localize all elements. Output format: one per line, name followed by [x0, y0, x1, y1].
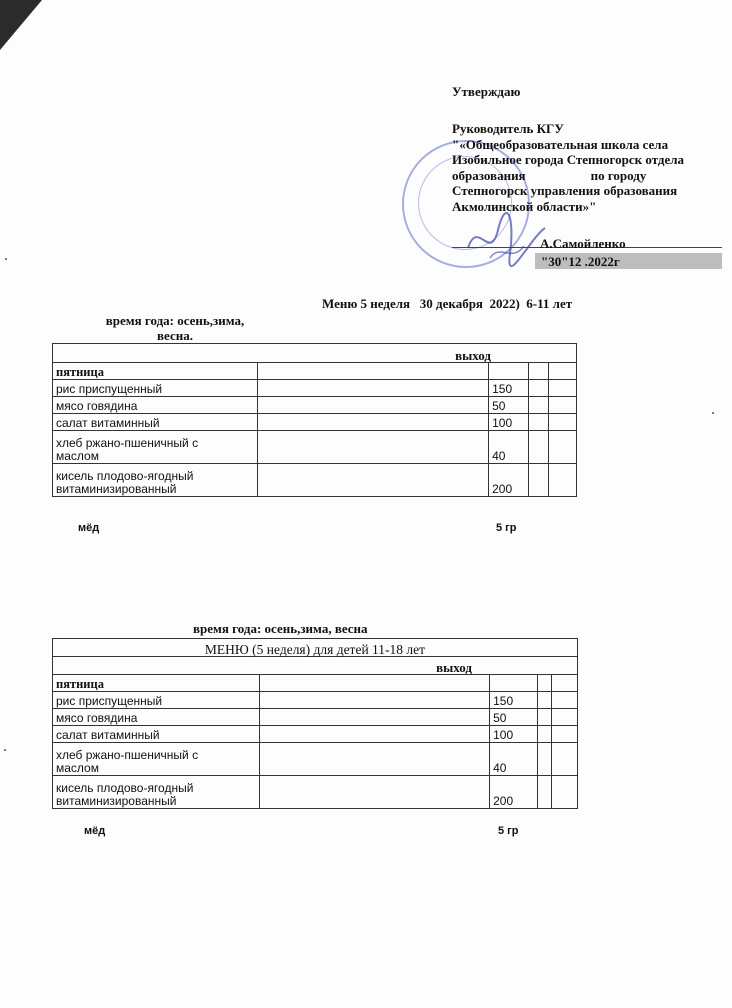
dish-name: хлеб ржано-пшеничный с маслом	[53, 743, 260, 776]
dish-output: 150	[490, 692, 538, 709]
scan-speck	[5, 258, 7, 260]
approval-heading: Утверждаю	[452, 84, 521, 99]
extra-item-name: мёд	[84, 825, 106, 837]
day-label: пятница	[53, 363, 258, 380]
dish-name: мясо говядина	[53, 709, 260, 726]
director-line: Степногорск управления образования	[452, 183, 678, 198]
scan-corner-shadow	[0, 0, 42, 50]
output-header: выход	[53, 657, 578, 675]
dish-name: кисель плодово-ягодный витаминизированный	[53, 464, 258, 497]
dish-output: 100	[490, 726, 538, 743]
dish-name: кисель плодово-ягодный витаминизированный	[53, 776, 260, 809]
signatory-name: А.Самойленко	[540, 236, 626, 251]
director-line: Руководитель КГУ	[452, 121, 564, 136]
output-header: выход	[53, 344, 577, 363]
extra-item-name: мёд	[78, 522, 100, 534]
menu-table-6-11	[52, 343, 577, 497]
dish-name: салат витаминный	[53, 414, 258, 431]
dish-name: рис приспущенный	[53, 380, 258, 397]
dish-output: 200	[490, 776, 538, 809]
dish-output: 50	[489, 397, 529, 414]
dish-output: 50	[490, 709, 538, 726]
dish-output: 200	[489, 464, 529, 497]
table-title: МЕНЮ (5 неделя) для детей 11-18 лет	[53, 639, 578, 657]
season-label-1: время года: осень,зима, весна.	[105, 313, 245, 343]
dish-name: хлеб ржано-пшеничный с маслом	[53, 431, 258, 464]
dish-output: 40	[489, 431, 529, 464]
extra-item-amount: 5 гр	[496, 522, 517, 534]
dish-output: 40	[490, 743, 538, 776]
menu-title: Меню 5 неделя 30 декабря 2022) 6-11 лет	[322, 296, 573, 311]
director-block	[452, 121, 722, 214]
director-line: Акмолинской области»"	[452, 198, 597, 214]
director-line: образования по городу	[452, 167, 647, 183]
season-label-2: время года: осень,зима, весна	[193, 621, 368, 636]
day-label: пятница	[53, 675, 260, 692]
dish-name: мясо говядина	[53, 397, 258, 414]
approval-date: "30"12 .2022г	[541, 254, 620, 269]
scan-speck	[4, 749, 6, 751]
dish-output: 150	[489, 380, 529, 397]
dish-name: салат витаминный	[53, 726, 260, 743]
director-line: Изобильное города Степногорск отдела	[452, 152, 685, 167]
menu-table-11-18	[52, 638, 578, 809]
extra-item-amount: 5 гр	[498, 825, 519, 837]
scan-speck	[712, 412, 714, 414]
dish-output: 100	[489, 414, 529, 431]
dish-name: рис приспущенный	[53, 692, 260, 709]
director-line: "«Общеобразовательная школа села	[452, 136, 669, 152]
